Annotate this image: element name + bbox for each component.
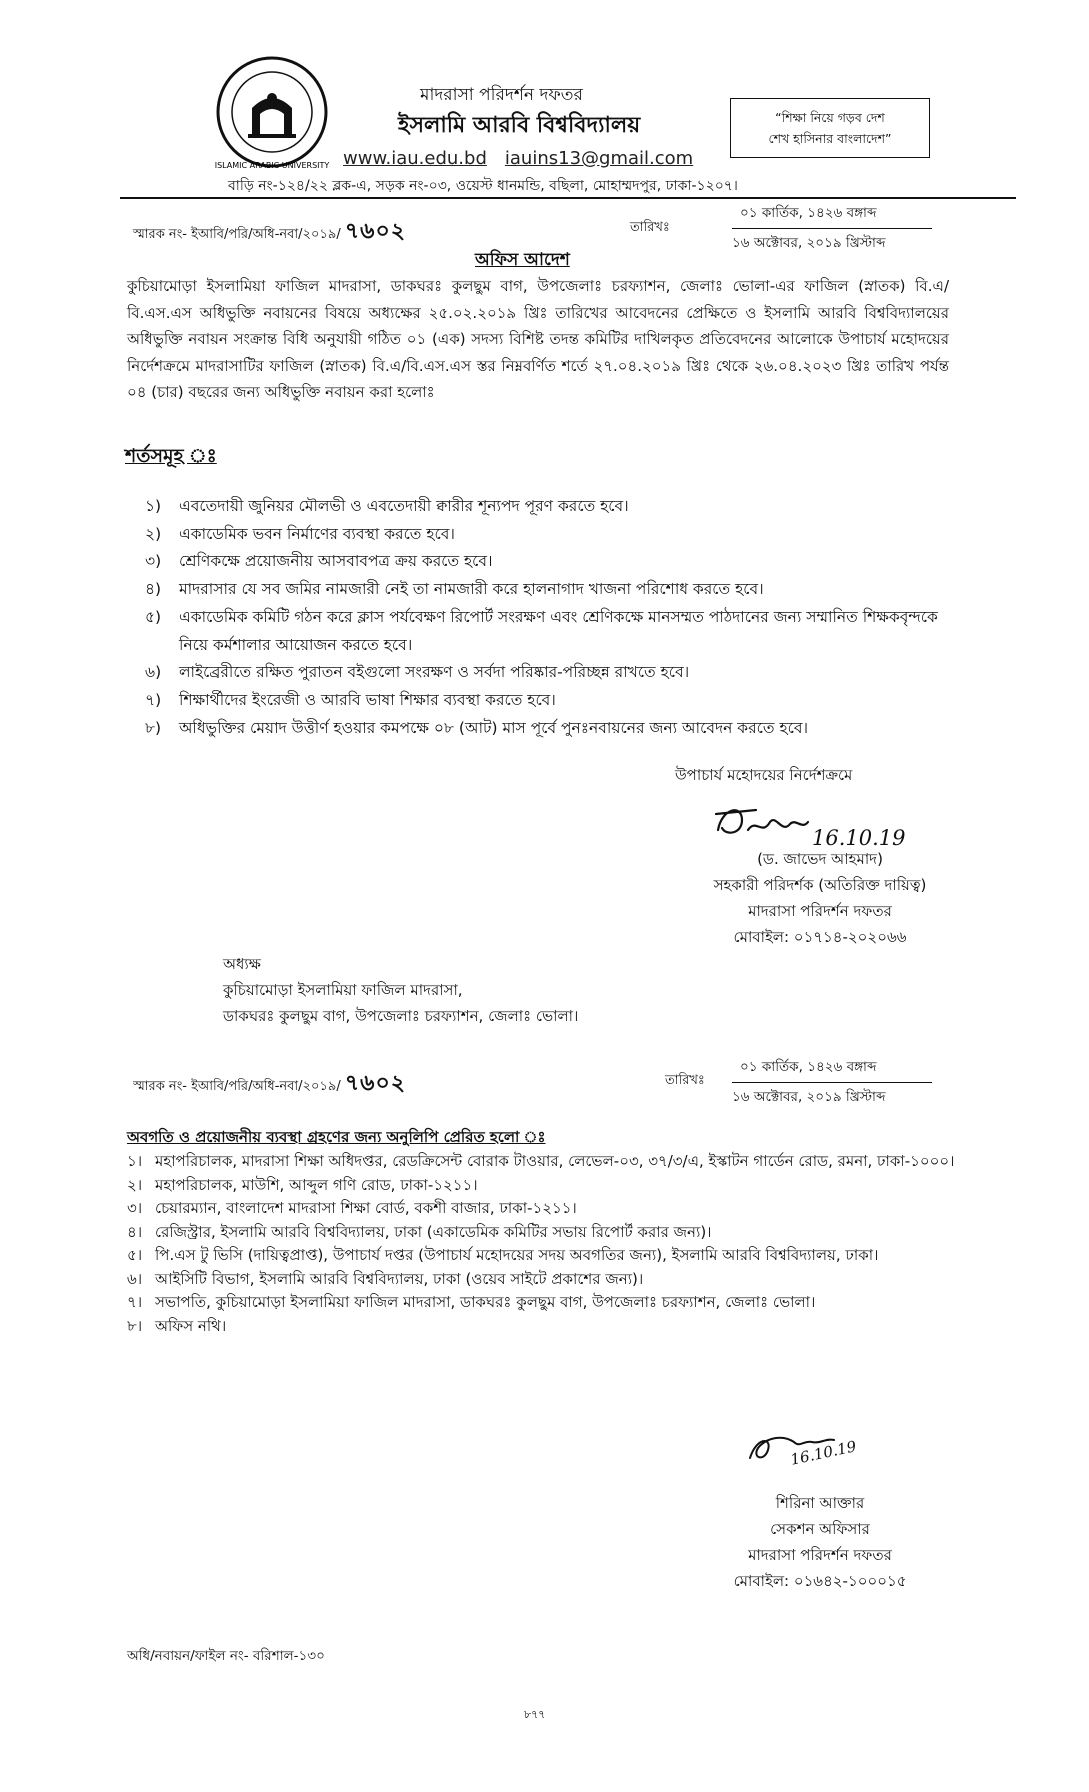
signatory-2-designation: সেকশন অফিসার [770, 1520, 870, 1538]
list-item: ১) এবতেদায়ী জুনিয়র মৌলভী ও এবতেদায়ী ক্বারীর শূন্যপদ পূরণ করতে হবে। [145, 497, 629, 515]
list-item: ২) একাডেমিক ভবন নির্মাণের ব্যবস্থা করতে হবে। [145, 524, 455, 543]
memo-date [732, 202, 932, 255]
list-item: ৫। পি.এস টু ভিসি (দায়িত্বপ্রাপ্ত), উপাচার্য দপ্তর (উপাচার্য মহোদয়ের সদয় অবগতির জন্য), ইসলামি আরবি বিশ্ববিদ্যালয়, ঢাকা। [127, 1246, 879, 1264]
memo-ref-number: ৭৬০২ [344, 1070, 407, 1096]
memo-ref-number: ৭৬০২ [344, 218, 407, 244]
contact-line [343, 148, 693, 169]
list-item: ৬) লাইব্রেরীতে রক্ষিত পুরাতন বইগুলো সংরক্ষণ ও সর্বদা পরিষ্কার-পরিচ্ছন্ন রাখতে হবে। [145, 663, 690, 682]
list-item: ৭। সভাপতি, কুচিয়ামোড়া ইসলামিয়া ফাজিল মাদরাসা, ডাকঘরঃ কুলছুম বাগ, উপজেলাঃ চরফ্যাশন, জেলাঃ ভোলা। [127, 1293, 816, 1311]
university-name: ইসলামি আরবি বিশ্ববিদ্যালয় [398, 113, 641, 138]
list-item: ৩। চেয়ারম্যান, বাংলাদেশ মাদরাসা শিক্ষা বোর্ড, বকশী বাজার, ঢাকা-১২১১। [127, 1199, 577, 1217]
file-number: অধি/নবায়ন/ফাইল নং- বরিশাল-১৩০ [127, 1648, 325, 1664]
university-seal-logo [208, 48, 336, 176]
list-item: ৫) একাডেমিক কমিটি গঠন করে ক্লাস পর্যবেক্ষণ রিপোর্ট সংরক্ষণ এবং শ্রেণিকক্ষে মানসম্মত পাঠদানের জন্য সম্মানিত শিক্ষকবৃন্দকে নিয়ে কর্মশালার আয়োজন করতে হবে। [145, 607, 938, 654]
signatory-1-block [670, 846, 970, 950]
signatory-2-mobile: মোবাইল: ০১৬৪২-১০০০১৫ [733, 1572, 907, 1590]
date-bangla: ০১ কার্তিক, ১৪২৬ বঙ্গাব্দ [740, 1059, 877, 1075]
header-divider [120, 197, 1016, 199]
signature-2-date: 16.10.19 [788, 1437, 858, 1469]
date-label: তারিখঃ [665, 1073, 705, 1088]
list-item: ৪) মাদরাসার যে সব জমির নামজারী নেই তা নামজারী করে হালনাগাদ খাজনা পরিশোধ করতে হবে। [145, 580, 764, 599]
recipient-line-3: ডাকঘরঃ কুলছুম বাগ, উপজেলাঃ চরফ্যাশন, জেলাঃ ভোলা। [223, 1007, 579, 1025]
list-item: ৭) শিক্ষার্থীদের ইংরেজী ও আরবি ভাষা শিক্ষার ব্যবস্থা করতে হবে। [145, 690, 556, 709]
list-item: ২। মহাপরিচালক, মাউশি, আব্দুল গণি রোড, ঢাকা-১২১১। [127, 1175, 478, 1194]
signatory-2-name: শিরিনা আক্তার [775, 1494, 865, 1512]
date-english: ১৬ অক্টোবর, ২০১৯ খ্রিস্টাব্দ [732, 235, 886, 251]
department-name: মাদরাসা পরিদর্শন দফতর [420, 85, 583, 105]
list-item: ৩) শ্রেণিকক্ষে প্রয়োজনীয় আসবাবপত্র ক্রয় করতে হবে। [145, 552, 493, 571]
recipient-line-2: কুচিয়ামোড়া ইসলামিয়া ফাজিল মাদরাসা, [223, 981, 463, 999]
signatory-2-office: মাদরাসা পরিদর্শন দফতর [748, 1546, 892, 1564]
conditions-heading: শর্তসমূহ ঃ [125, 445, 217, 467]
list-item: ৬। আইসিটি বিভাগ, ইসলামি আরবি বিশ্ববিদ্যালয়, ঢাকা (ওয়েব সাইটে প্রকাশের জন্য)। [127, 1269, 644, 1288]
on-order-text: উপাচার্য মহোদয়ের নির্দেশক্রমে [675, 766, 853, 784]
recipient-line-1: অধ্যক্ষ [223, 955, 261, 973]
seal-text: ISLAMIC ARABIC UNIVERSITY [214, 161, 330, 170]
signatory-1-name: (ড. জাভেদ আহমাদ) [757, 850, 883, 868]
slogan-line-1: “শিক্ষা নিয়ে গড়ব দেশ [775, 110, 885, 125]
signature-1-date: 16.10.19 [812, 826, 906, 850]
memo-ref-label: স্মারক নং- ইআবি/পরি/অধি-নবা/২০১৯/ [133, 227, 341, 242]
conditions-list [145, 493, 955, 742]
copy-heading: অবগতি ও প্রয়োজনীয় ব্যবস্থা গ্রহণের জন্য অনুলিপি প্রেরিত হলো ঃ [127, 1128, 546, 1146]
signatory-1-mobile: মোবাইল: ০১৭১৪-২০২০৬৬ [733, 928, 907, 946]
memo-ref-label: স্মারক নং- ইআবি/পরি/অধি-নবা/২০১৯/ [133, 1079, 341, 1094]
document-title: অফিস আদেশ [475, 250, 570, 270]
recipient-block [223, 951, 578, 1029]
date-bangla: ০১ কার্তিক, ১৪২৬ বঙ্গাব্দ [740, 205, 877, 221]
memo-date-bottom [732, 1056, 932, 1109]
office-address: বাড়ি নং-১২৪/২২ ব্লক-এ, সড়ক নং-০৩, ওয়েস্ট ধানমন্ডি, বছিলা, মোহাম্মদপুর, ঢাকা-১২০৭। [228, 178, 738, 194]
date-divider [732, 228, 932, 229]
list-item: ৪। রেজিস্ট্রার, ইসলামি আরবি বিশ্ববিদ্যালয়, ঢাকা (একাডেমিক কমিটির সভায় রিপোর্ট করার জন্য)। [127, 1222, 712, 1241]
email-link[interactable]: iauins13@gmail.com [504, 148, 694, 169]
memo-reference [133, 214, 406, 251]
signatory-1-office: মাদরাসা পরিদর্শন দফতর [748, 902, 892, 920]
signatory-1-designation: সহকারী পরিদর্শক (অতিরিক্ত দায়িত্ব) [713, 876, 927, 894]
slogan-line-2: শেখ হাসিনার বাংলাদেশ” [768, 131, 892, 146]
memo-reference-bottom [133, 1066, 406, 1103]
copy-list [127, 1150, 957, 1338]
order-body: কুচিয়ামোড়া ইসলামিয়া ফাজিল মাদরাসা, ডাকঘরঃ কুলছুম বাগ, উপজেলাঃ চরফ্যাশন, জেলাঃ ভোলা-এর ফাজিল (স্নাতক) বি.এ/বি.এস.এস অধিভুক্তি নবায়নের বিষয়ে অধ্যক্ষের ২৫.০২.২০১৯ খ্রিঃ তারিখের আবেদনের প্রেক্ষিতে ও ইসলামি আরবি বিশ্ববিদ্যালয়ের অধিভুক্তি নবায়ন সংক্রান্ত বিধি অনুযায়ী গঠিত ০১ (এক) সদস্য বিশিষ্ট তদন্ত কমিটির দাখিলকৃত প্রতিবেদনের আলোকে উপাচার্য মহোদয়ের নির্দেশক্রমে মাদরাসাটির ফাজিল (স্নাতক) বি.এ/বি.এস.এস স্তর নিম্নবর্ণিত শর্তে ২৭.০৪.২০১৯ খ্রিঃ থেকে ২৬.০৪.২০২৩ খ্রিঃ তারিখ পর্যন্ত ০৪ (চার) বছরের জন্য অধিভুক্তি নবায়ন করা হলোঃ [127, 277, 949, 401]
date-english: ১৬ অক্টোবর, ২০১৯ খ্রিস্টাব্দ [732, 1089, 886, 1105]
page-number: ৮৭৭ [524, 1708, 546, 1721]
list-item: ৮) অধিভুক্তির মেয়াদ উত্তীর্ণ হওয়ার কমপক্ষে ০৮ (আট) মাস পূর্বে পুনঃনবায়নের জন্য আবেদন করতে হবে। [145, 718, 808, 737]
website-link[interactable]: www.iau.edu.bd [343, 148, 487, 169]
signatory-2-block [670, 1490, 970, 1594]
date-label: তারিখঃ [630, 220, 670, 235]
date-divider [732, 1082, 932, 1083]
list-item: ৮। অফিস নথি। [127, 1316, 227, 1335]
list-item: ১। মহাপরিচালক, মাদরাসা শিক্ষা অধিদপ্তর, রেডক্রিসেন্ট বোরাক টাওয়ার, লেভেল-০৩, ৩৭/৩/এ, ইস্কাটন গার্ডেন রোড, রমনা, ঢাকা-১০০০। [127, 1152, 955, 1170]
slogan-box [730, 98, 930, 158]
